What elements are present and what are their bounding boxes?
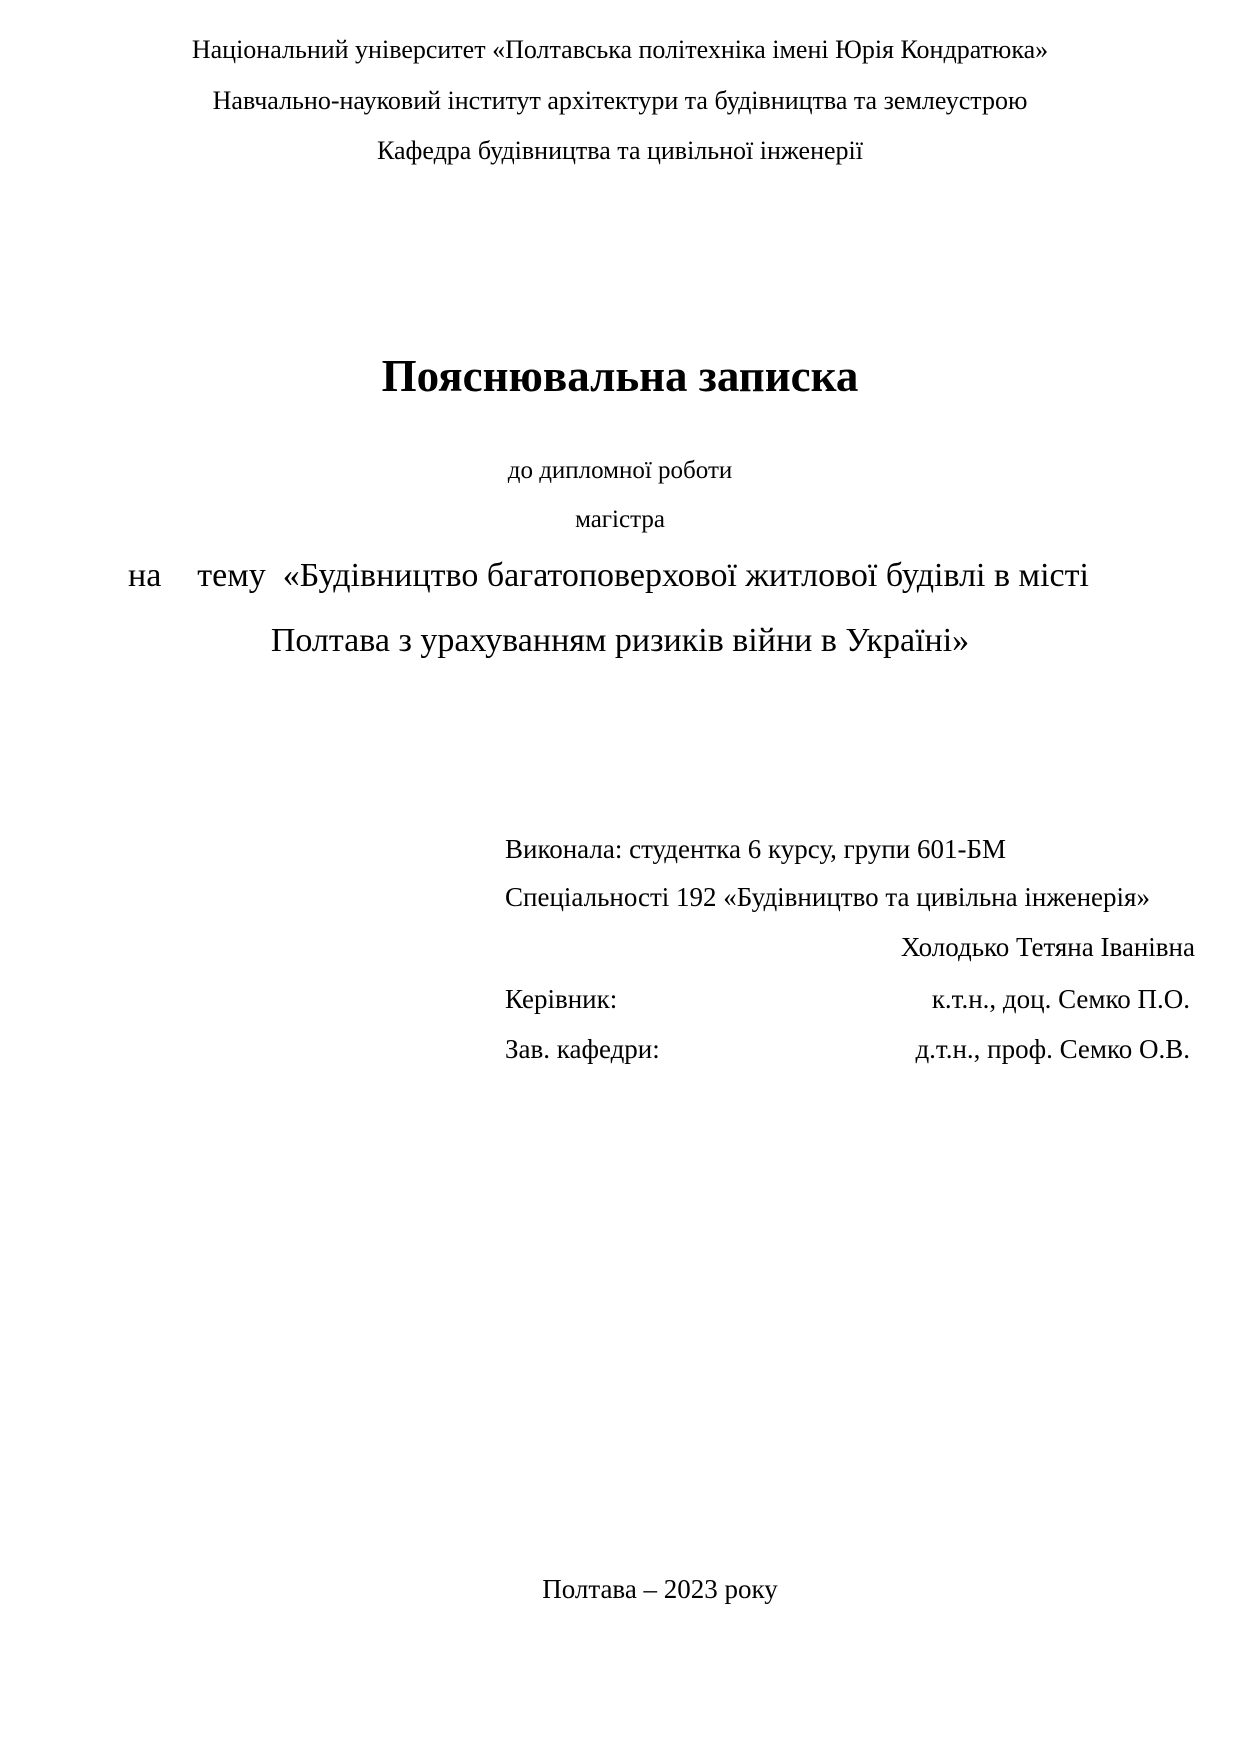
student-name: Холодько Тетяна Іванівна	[900, 932, 1195, 962]
topic-line-2: Полтава з урахуванням ризиків війни в Україні»	[270, 622, 970, 659]
supervisor-value: к.т.н., доц. Семко П.О.	[931, 984, 1190, 1014]
document-title: Пояснювальна записка	[381, 351, 859, 401]
topic-prefix-na: на	[128, 557, 162, 594]
specialty-line: Спеціальності 192 «Будівництво та цивільна інженерія»	[505, 882, 1150, 912]
degree-line: магістра	[575, 506, 665, 533]
document-type-line: до дипломної роботи	[507, 457, 733, 484]
institute-name: Навчально-науковий інститут архітектури та будівництва та землеустрою	[212, 86, 1028, 115]
university-name: Національний університет «Полтавська політехніка імені Юрія Кондратюка»	[191, 35, 1049, 64]
supervisor-label: Керівник:	[505, 984, 618, 1014]
head-of-department-row	[505, 1032, 1190, 1066]
topic-line-1	[128, 555, 1089, 597]
topic-title-part-1: «Будівництво багатоповерхової житлової будівлі в місті	[282, 557, 1089, 594]
supervisor-row	[505, 982, 1190, 1016]
department-name: Кафедра будівництва та цивільної інженерії	[377, 136, 863, 165]
city-year-footer: Полтава – 2023 року	[542, 1574, 778, 1604]
head-of-department-label: Зав. кафедри:	[505, 1034, 660, 1064]
topic-prefix-temu: тему	[197, 557, 266, 594]
performed-by-line: Виконала: студентка 6 курсу, групи 601-БМ	[505, 834, 1007, 864]
head-of-department-value: д.т.н., проф. Семко О.В.	[915, 1034, 1190, 1064]
